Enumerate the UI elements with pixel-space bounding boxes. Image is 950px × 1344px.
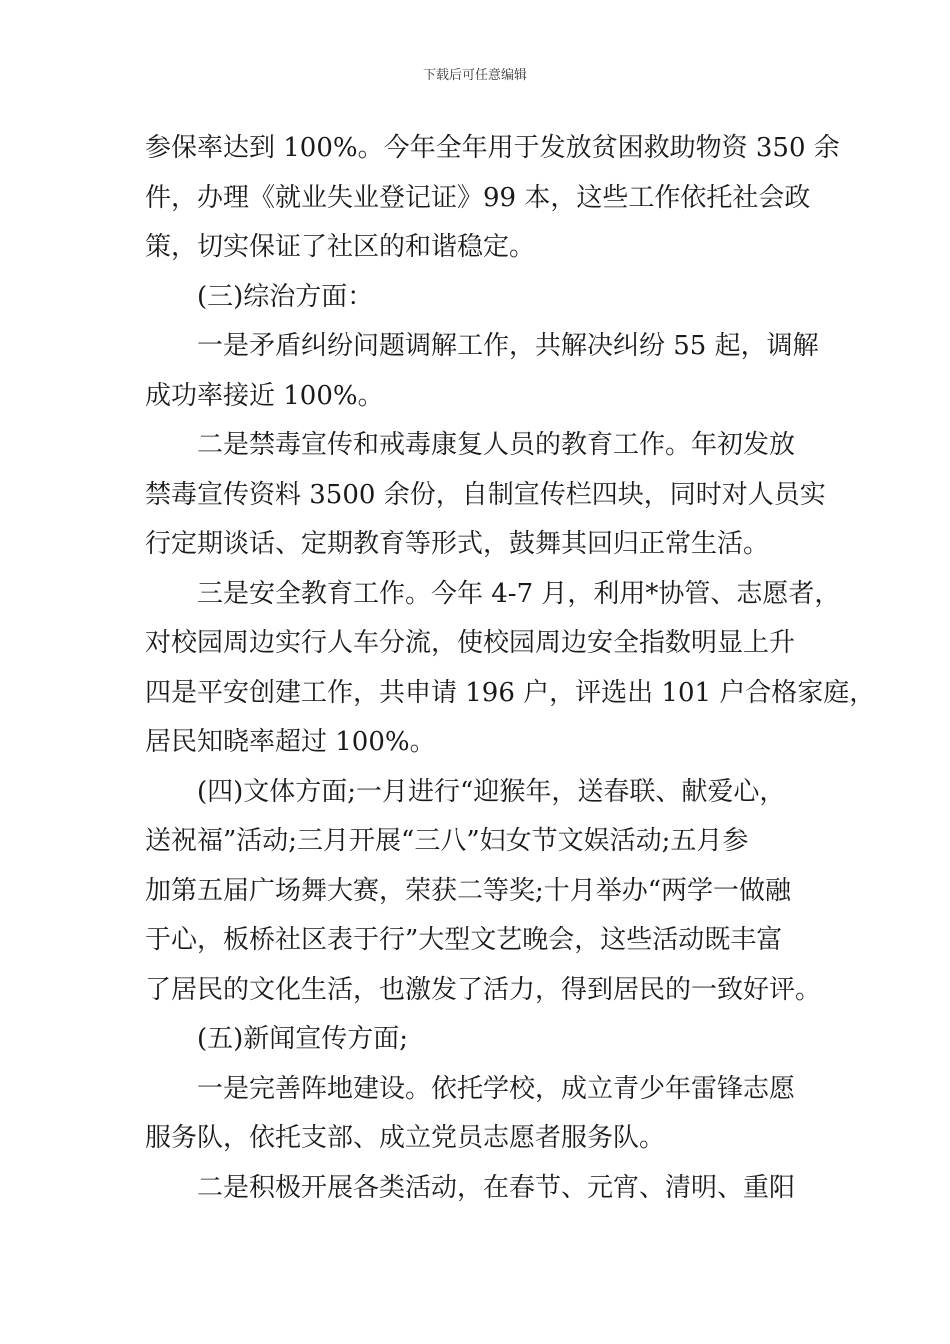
text-line: 件，办理《就业失业登记证》99 本，这些工作依托社会政 <box>145 182 811 213</box>
text-line: 一是完善阵地建设。依托学校，成立青少年雷锋志愿 <box>197 1073 796 1104</box>
text-line: 一是矛盾纠纷问题调解工作，共解决纠纷 55 起，调解 <box>197 331 819 361</box>
text-line: (三)综治方面： <box>197 281 374 312</box>
page-header: 下载后可任意编辑 <box>422 68 527 83</box>
text-line: 服务队，依托支部、成立党员志愿者服务队。 <box>145 1123 666 1153</box>
text-line: 二是积极开展各类活动，在春节、元宵、清明、重阳 <box>197 1172 796 1203</box>
text-line: 成功率接近 100%。 <box>145 380 384 411</box>
text-line: 行定期谈话、定期教育等形式，鼓舞其回归正常生活。 <box>145 529 770 559</box>
text-line: 四是平安创建工作，共申请 196 户，评选出 101 户合格家庭， <box>145 677 876 708</box>
text-line: 策，切实保证了社区的和谐稳定。 <box>145 232 536 262</box>
text-line: 三是安全教育工作。今年 4-7 月，利用*协管、志愿者， <box>197 578 841 609</box>
text-line: 对校园周边实行人车分流，使校园周边安全指数明显上升 <box>145 628 796 658</box>
text-line: 二是禁毒宣传和戒毒康复人员的教育工作。年初发放 <box>197 430 796 460</box>
text-line: 参保率达到 100%。今年全年用于发放贫困救助物资 350 余 <box>145 133 840 163</box>
text-line: 加第五届广场舞大赛，荣获二等奖;十月举办“两学一做融 <box>145 875 792 906</box>
text-line: 居民知晓率超过 100%。 <box>145 727 436 757</box>
text-line: 于心，板桥社区表于行”大型文艺晚会，这些活动既丰富 <box>145 925 783 955</box>
text-line: (五)新闻宣传方面; <box>197 1024 409 1054</box>
text-line: 禁毒宣传资料 3500 余份，自制宣传栏四块，同时对人员实 <box>145 479 826 510</box>
text-line: 了居民的文化生活，也激发了活力，得到居民的一致好评。 <box>145 974 822 1005</box>
text-line: (四)文体方面;一月进行“迎猴年，送春联、献爱心， <box>197 776 786 807</box>
text-line: 送祝福”活动;三月开展“三八”妇女节文娱活动;五月参 <box>145 826 749 856</box>
document-body <box>145 124 876 1213</box>
